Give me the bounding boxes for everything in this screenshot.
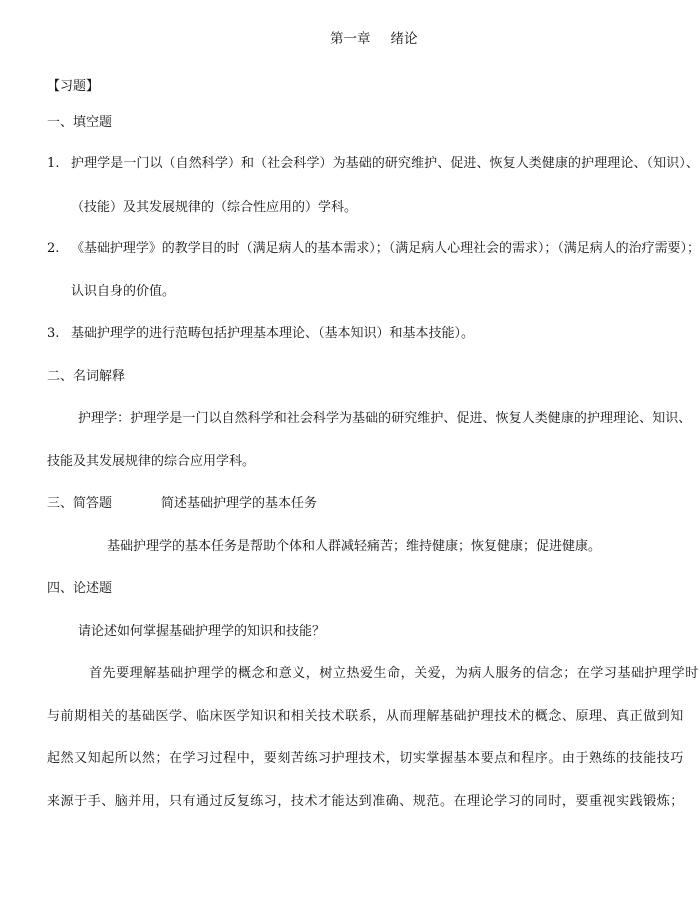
- question-2-number: 2.: [47, 241, 60, 256]
- question-2-line-2: 认识自身的价值。: [71, 284, 176, 299]
- section-3-heading: [47, 496, 112, 512]
- section-3-number: 三、: [47, 496, 74, 511]
- essay-paragraph-line-3: 起然又知起所以然；在学习过程中，要刻苦练习护理技术，切实掌握基本要点和程序。由于熟练的技能技巧: [47, 751, 684, 766]
- essay-paragraph-line-4: 来源于手、脑并用，只有通过反复练习，技术才能达到准确、规范。在理论学习的同时，要重视实践锻炼；: [47, 794, 684, 809]
- section-4-number: 四、: [47, 581, 74, 596]
- question-1-line-2: （技能）及其发展规律的（综合性应用的）学科。: [71, 200, 358, 215]
- question-1-number: 1.: [47, 156, 60, 171]
- question-2-text-1: 《基础护理学》的教学目的时（满足病人的基本需求）；（满足病人心理社会的需求）；（满足病人的治疗需要）；: [71, 241, 700, 256]
- essay-question: 请论述如何掌握基础护理学的知识和技能？: [78, 624, 326, 639]
- exercises-label: 【习题】: [47, 79, 100, 94]
- section-2-heading: [47, 369, 125, 385]
- definition-line-1: 护理学：护理学是一门以自然科学和社会科学为基础的研究维护、促进、恢复人类健康的护理理论、知识、: [78, 411, 692, 426]
- question-2-line-1: [47, 241, 700, 257]
- section-2-number: 二、: [47, 369, 74, 384]
- section-4-heading: [47, 581, 112, 597]
- section-1-title: 填空题: [73, 115, 113, 130]
- short-answer-question: 简述基础护理学的基本任务: [161, 496, 318, 511]
- section-1-heading: [47, 115, 112, 131]
- short-answer-response: 基础护理学的基本任务是帮助个体和人群减轻痛苦；维持健康；恢复健康；促进健康。: [107, 539, 602, 554]
- question-1-line-1: [47, 156, 699, 172]
- chapter-number: 第一章: [330, 31, 371, 47]
- question-3-line-1: [47, 326, 474, 342]
- essay-paragraph-line-2: 与前期相关的基础医学、临床医学知识和相关技术联系，从而理解基础护理技术的概念、原理、真正做到知: [47, 709, 684, 724]
- section-4-title: 论述题: [73, 581, 113, 596]
- chapter-name: 绪论: [390, 31, 418, 47]
- section-2-title: 名词解释: [73, 369, 126, 384]
- question-3-number: 3.: [47, 326, 60, 341]
- section-1-number: 一、: [47, 115, 74, 130]
- section-3-title: 简答题: [73, 496, 113, 511]
- question-3-text-1: 基础护理学的进行范畴包括护理基本理论、（基本知识）和基本技能）。: [71, 326, 475, 341]
- question-1-text-1: 护理学是一门以（自然科学）和（社会科学）为基础的研究维护、促进、恢复人类健康的护理理论、（知识）、: [71, 156, 699, 171]
- definition-line-2: 技能及其发展规律的综合应用学科。: [47, 454, 256, 469]
- essay-paragraph-line-1: 首先要理解基础护理学的概念和意义，树立热爱生命，关爱，为病人服务的信念；在学习基础护理学时: [89, 666, 699, 681]
- chapter-title: [330, 31, 418, 47]
